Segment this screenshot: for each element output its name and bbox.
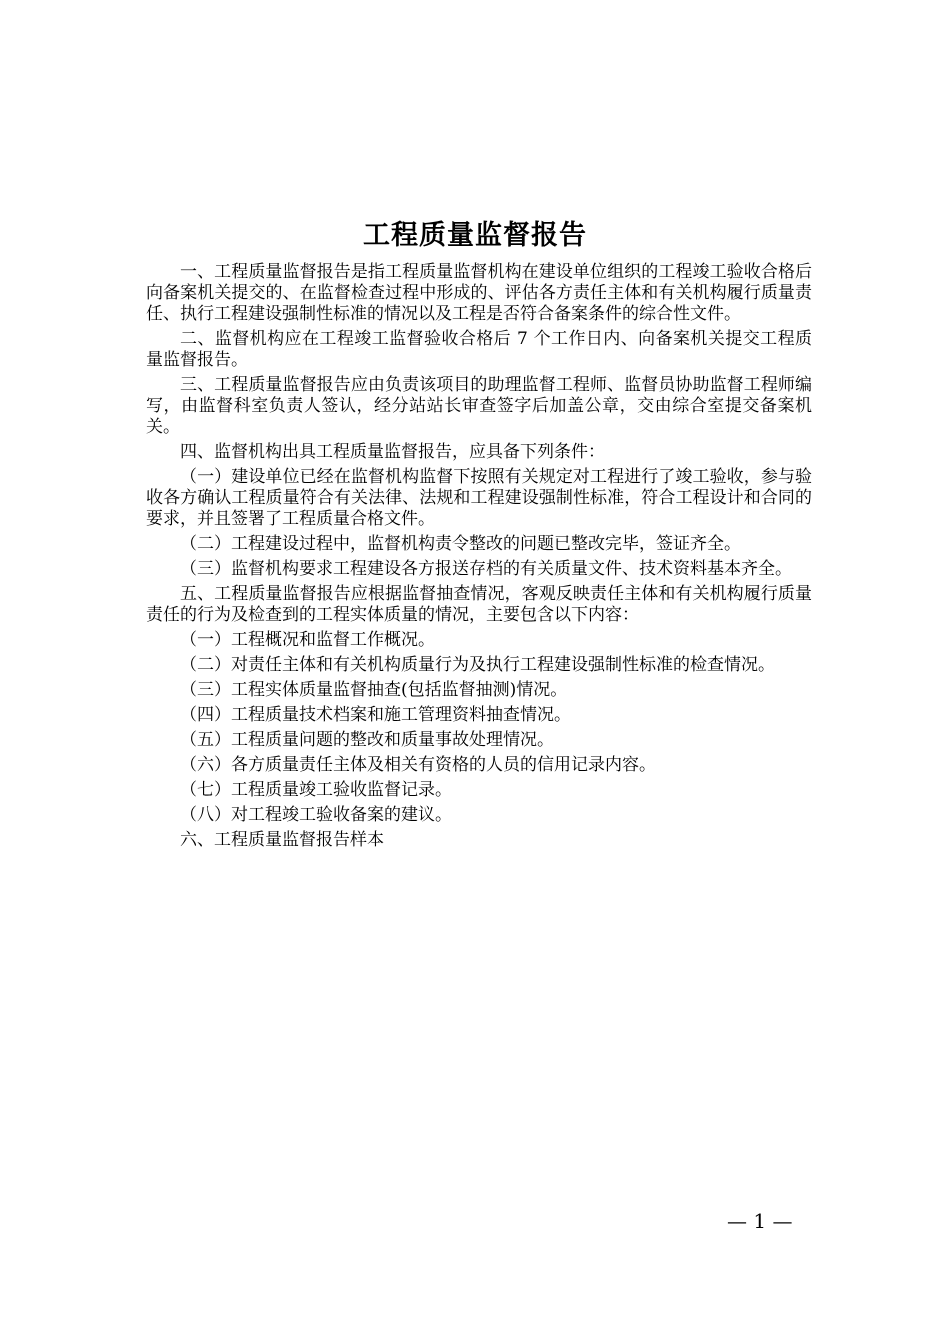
paragraph: （七）工程质量竣工验收监督记录。 [180,780,452,800]
document-body [146,262,812,855]
paragraph: 四、监督机构出具工程质量监督报告，应具备下列条件： [180,442,605,462]
paragraph: 五、工程质量监督报告应根据监督抽查情况，客观反映责任主体和有关机构履行质量责任的行为及检查到的工程实体质量的情况，主要包含以下内容： [146,584,812,625]
paragraph: 六、工程质量监督报告样本 [180,830,384,850]
page-number: — 1 — [727,1209,793,1233]
paragraph: （五）工程质量问题的整改和质量事故处理情况。 [180,730,554,750]
paragraph: （三）工程实体质量监督抽查(包括监督抽测)情况。 [180,680,568,700]
paragraph: （二）工程建设过程中，监督机构责令整改的问题已整改完毕，签证齐全。 [180,534,741,554]
paragraph: （四）工程质量技术档案和施工管理资料抽查情况。 [180,705,571,725]
paragraph: （六）各方质量责任主体及相关有资格的人员的信用记录内容。 [180,755,656,775]
paragraph: （二）对责任主体和有关机构质量行为及执行工程建设强制性标准的检查情况。 [180,655,775,675]
paragraph: 二、监督机构应在工程竣工监督验收合格后 7 个工作日内、向备案机关提交工程质量监督报告。 [146,329,812,370]
paragraph: （一）工程概况和监督工作概况。 [180,630,435,650]
paragraph: 一、工程质量监督报告是指工程质量监督机构在建设单位组织的工程竣工验收合格后向备案机关提交的、在监督检查过程中形成的、评估各方责任主体和有关机构履行质量责任、执行工程建设强制性标准的情况以及工程是否符合备案条件的综合性文件。 [146,262,812,324]
document-title: 工程质量监督报告 [363,220,587,251]
paragraph: （八）对工程竣工验收备案的建议。 [180,805,452,825]
paragraph: 三、工程质量监督报告应由负责该项目的助理监督工程师、监督员协助监督工程师编写，由监督科室负责人签认，经分站站长审查签字后加盖公章，交由综合室提交备案机关。 [146,375,812,437]
paragraph: （三）监督机构要求工程建设各方报送存档的有关质量文件、技术资料基本齐全。 [180,559,792,579]
paragraph: （一）建设单位已经在监督机构监督下按照有关规定对工程进行了竣工验收，参与验收各方确认工程质量符合有关法律、法规和工程建设强制性标准，符合工程设计和合同的要求，并且签署了工程质量合格文件。 [146,467,812,529]
